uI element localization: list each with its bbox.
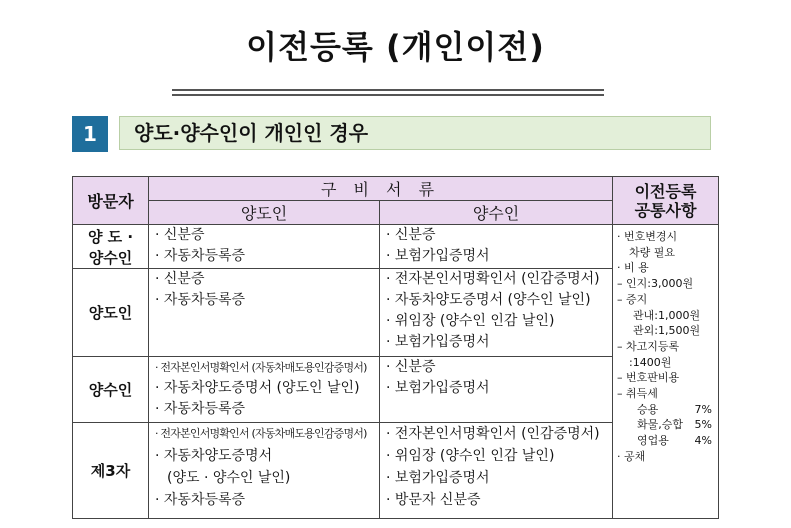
list-item: · 위임장 (양수인 인감 날인) <box>386 313 555 329</box>
list-item: · 신분증 <box>155 271 205 287</box>
list-item: · 방문자 신분증 <box>386 492 481 508</box>
documents-table <box>72 176 719 519</box>
list-item: · 자동차양도증명서 (양도인 날인) <box>155 380 360 396</box>
list-item: · 보험가입증명서 <box>386 380 490 396</box>
header-documents: 구 비 서 류 <box>149 177 613 201</box>
header-common: 이전등록 공통사항 <box>613 177 719 225</box>
section-number-badge: 1 <box>72 116 108 152</box>
row-label: 양수인 <box>73 357 149 423</box>
seller-docs <box>149 423 380 519</box>
list-item: · 전자본인서명확인서 (자동차매도용인감증명서) <box>155 361 367 374</box>
list-item: · 신분증 <box>155 227 205 243</box>
list-item: · 자동차양도증명서 (양수인 날인) <box>386 292 591 308</box>
list-item: · 신분증 <box>386 227 436 243</box>
seller-docs <box>149 357 380 423</box>
title-underline <box>172 89 604 91</box>
list-item: · 위임장 (양수인 인감 날인) <box>386 448 555 464</box>
row-label: 제3자 <box>73 423 149 519</box>
buyer-docs <box>380 225 613 269</box>
list-item: · 자동차등록증 <box>155 401 246 417</box>
row-label: 양도인 <box>73 269 149 357</box>
list-item: · 자동차등록증 <box>155 248 246 264</box>
list-item: · 전자본인서명확인서 (자동차매도용인감증명서) <box>155 427 367 440</box>
list-item: · 전자본인서명확인서 (인감증명서) <box>386 426 600 442</box>
common-notes: · 번호변경시 차량 필요 · 비 용 – 인지:3,000원 – 증지 관내:1,000원 관외:1,500원 – 차고지등록 :1400원 – 번호판비용 – 취득세 승용 7% 화물,승합 5% 영업용 4% · 공채 <box>613 225 719 519</box>
list-item: · 전자본인서명확인서 (인감증명서) <box>386 271 600 287</box>
buyer-docs <box>380 269 613 357</box>
table-row <box>73 225 719 269</box>
section-title: 양도·양수인이 개인인 경우 <box>119 116 711 150</box>
list-item: · 보험가입증명서 <box>386 470 490 486</box>
title-underline-2 <box>172 94 604 96</box>
list-item: · 자동차등록증 <box>155 492 246 508</box>
seller-docs <box>149 269 380 357</box>
buyer-docs <box>380 423 613 519</box>
seller-docs <box>149 225 380 269</box>
list-item: · 자동차등록증 <box>155 292 246 308</box>
list-item: · 신분증 <box>386 359 436 375</box>
list-item: (양도 · 양수인 날인) <box>167 470 291 486</box>
page-title: 이전등록 (개인이전) <box>246 28 545 66</box>
list-item: · 보험가입증명서 <box>386 334 490 350</box>
row-label: 양 도 · 양수인 <box>73 225 149 269</box>
header-visitor: 방문자 <box>73 177 149 225</box>
header-buyer: 양수인 <box>380 201 613 225</box>
list-item: · 자동차양도증명서 <box>155 448 273 464</box>
buyer-docs <box>380 357 613 423</box>
header-seller: 양도인 <box>149 201 380 225</box>
list-item: · 보험가입증명서 <box>386 248 490 264</box>
